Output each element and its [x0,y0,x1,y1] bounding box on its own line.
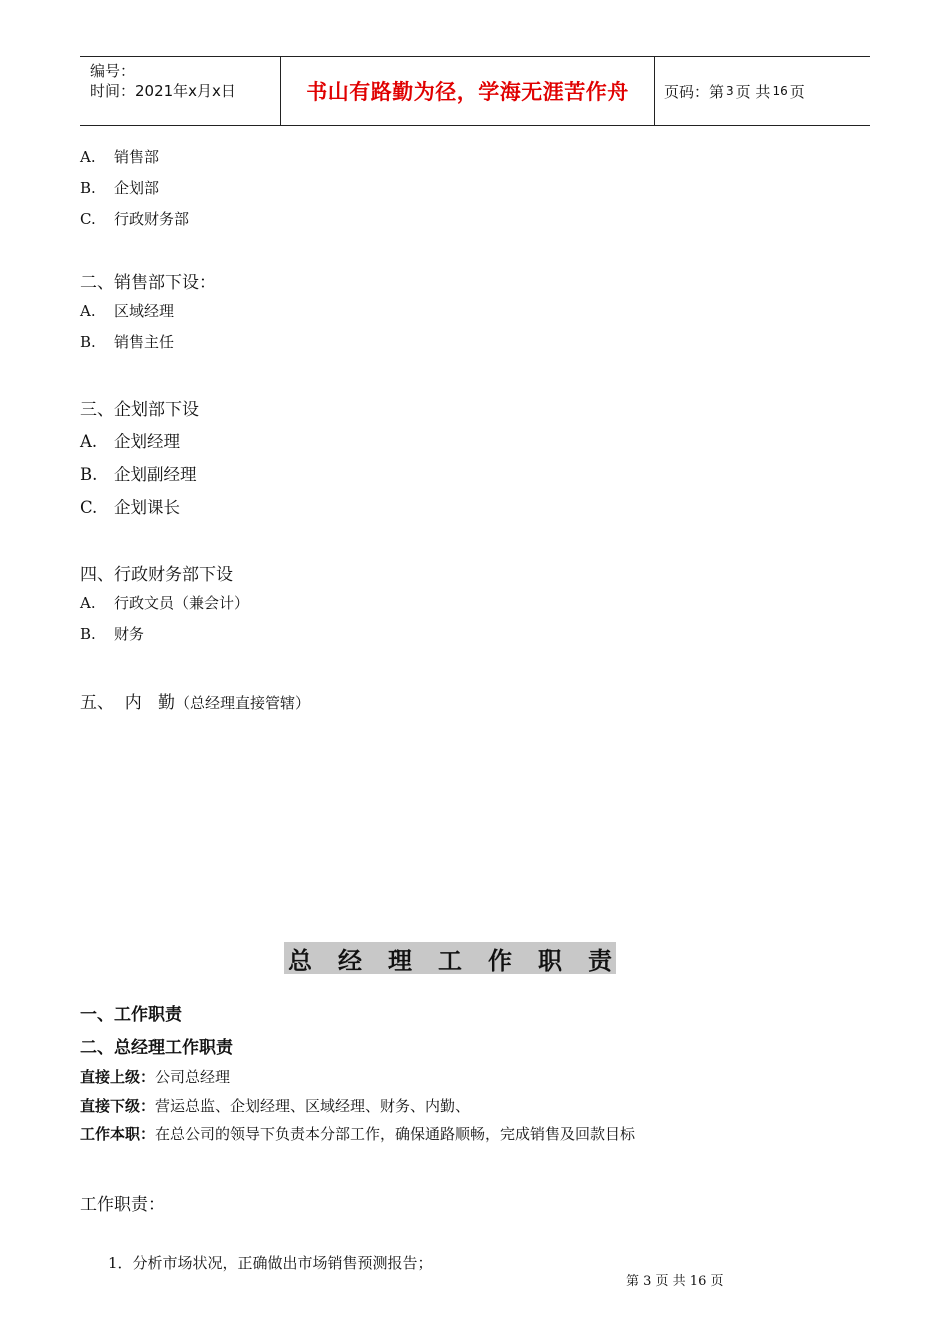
list-item: C. 行政财务部 [80,210,190,228]
page-suffix: 页 [789,82,805,101]
subordinate-row [80,1095,470,1116]
responsibilities-heading: 工作职责： [80,1195,165,1215]
section-heading-planning: 三、企划部下设 [80,400,199,420]
page-current: 3 [726,84,734,98]
superior-label: 直接上级： [80,1068,156,1086]
gm-heading-2: 二、总经理工作职责 [80,1038,233,1058]
header-motto: 书山有路勤为径，学海无涯苦作舟 [306,80,629,104]
header-meta [90,61,236,101]
section-heading-sales: 二、销售部下设： [80,273,216,293]
page-footer: 第 3 页 共 16 页 [626,1274,724,1289]
list-item: B. 企划部 [80,179,160,197]
superior-value: 公司总经理 [155,1068,231,1086]
list-item: B. 财务 [80,625,145,643]
gm-heading-1: 一、工作职责 [80,1005,182,1025]
duty-row [80,1123,635,1144]
subordinate-label: 直接下级： [80,1097,156,1115]
document-title: 总 经 理 工 作 职 责 [284,942,616,974]
list-item: C. 企划课长 [80,498,180,517]
subordinate-value: 营运总监、企划经理、区域经理、财务、内勤、 [155,1097,471,1115]
document-date: 时间：2021年x月x日 [90,82,236,100]
document-number-label: 编号： [90,62,136,80]
header-page-info [664,57,805,125]
page-total: 16 [772,84,788,98]
duty-value: 在总公司的领导下负责本分部工作，确保通路顺畅，完成销售及回款目标 [155,1125,636,1143]
list-item: A. 销售部 [80,148,160,166]
page-prefix: 页码：第 [664,82,725,101]
page-header [80,56,870,126]
header-divider [654,57,655,125]
page-mid: 页 共 [735,82,771,101]
list-item: A. 企划经理 [80,432,180,451]
superior-row [80,1066,230,1087]
list-item: B. 企划副经理 [80,465,197,484]
section-heading-internal: 五、 内 勤（总经理直接管辖） [80,693,311,713]
list-item: B. 销售主任 [80,333,175,351]
list-item: 1．分析市场状况，正确做出市场销售预测报告； [108,1254,433,1272]
section-note: （总经理直接管辖） [175,694,311,712]
list-item: A. 行政文员（兼会计） [80,594,250,612]
list-item: A. 区域经理 [80,302,175,320]
section-heading-admin: 四、行政财务部下设 [80,565,233,585]
duty-label: 工作本职： [80,1125,156,1143]
